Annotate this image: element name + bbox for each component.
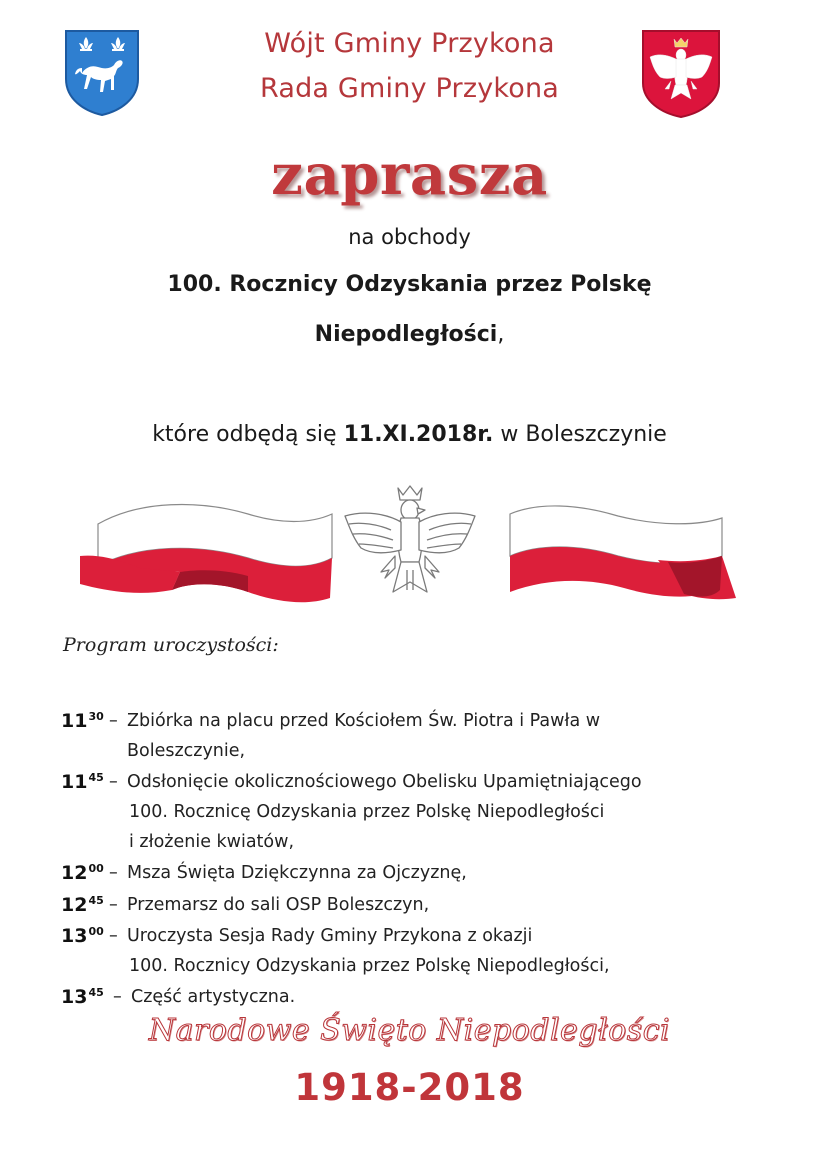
program-time (61, 894, 104, 916)
program-item-text: Przemarsz do sali OSP Boleszczyn, (127, 895, 430, 915)
program-minute: 00 (88, 862, 104, 875)
program-time (61, 925, 104, 947)
organizer-wojt: Wójt Gminy Przykona (264, 28, 555, 59)
program-time (61, 986, 104, 1008)
event-when-prefix: które odbędą się (152, 422, 344, 447)
program-hour: 13 (61, 925, 88, 947)
program-item-text: 100. Rocznicę Odzyskania przez Polskę Niepodległości (129, 802, 605, 822)
program-dash: – (109, 895, 118, 915)
program-item-text: Odsłonięcie okolicznościowego Obelisku Upamiętniającego (127, 772, 642, 792)
program-minute: 30 (88, 710, 104, 723)
program-hour: 12 (61, 894, 88, 916)
intro-lead: na obchody (348, 225, 471, 249)
program-time (61, 771, 104, 793)
program-dash: – (109, 863, 118, 883)
invite-heading: zaprasza (271, 142, 548, 208)
organizer-rada: Rada Gminy Przykona (259, 73, 560, 104)
program-minute: 45 (88, 986, 104, 999)
program-item-text: Część artystyczna. (131, 987, 296, 1007)
event-date-line (0, 422, 819, 447)
polish-flag-ribbon-left-icon (80, 498, 335, 610)
program-item-text: 100. Rocznicy Odzyskania przez Polskę Niepodległości, (129, 956, 610, 976)
program-hour: 11 (61, 771, 88, 793)
program-hour: 11 (61, 710, 88, 732)
holiday-name: Narodowe Święto Niepodległości (148, 1013, 671, 1048)
program-heading: Program uroczystości: (63, 634, 279, 656)
event-date: 11.XI.2018r. (343, 422, 494, 447)
program-item-text: Boleszczynie, (127, 741, 246, 761)
program-dash: – (109, 772, 118, 792)
program-minute: 45 (88, 894, 104, 907)
program-dash: – (113, 987, 122, 1007)
program-item-text: Msza Święta Dziękczynna za Ojczyznę, (127, 863, 467, 883)
program-item-text: i złożenie kwiatów, (129, 832, 295, 852)
program-time (61, 862, 104, 884)
program-time (61, 710, 104, 732)
program-minute: 00 (88, 925, 104, 938)
event-title-comma: , (497, 322, 505, 347)
program-item-text: Uroczysta Sesja Rady Gminy Przykona z okazji (127, 926, 533, 946)
program-hour: 13 (61, 986, 88, 1008)
event-title-word: Niepodległości (314, 322, 498, 347)
program-minute: 45 (88, 771, 104, 784)
white-eagle-icon (335, 478, 485, 608)
program-dash: – (109, 711, 118, 731)
anniversary-years: 1918-2018 (294, 1066, 525, 1109)
polish-flag-ribbon-right-icon (508, 500, 738, 608)
program-dash: – (109, 926, 118, 946)
program-hour: 12 (61, 862, 88, 884)
event-title-line1: 100. Rocznicy Odzyskania przez Polskę (167, 272, 652, 297)
event-title-line2 (0, 322, 819, 347)
event-when-suffix: w Boleszczynie (493, 422, 667, 447)
program-item-text: Zbiórka na placu przed Kościołem Św. Piotra i Pawła w (127, 711, 601, 731)
